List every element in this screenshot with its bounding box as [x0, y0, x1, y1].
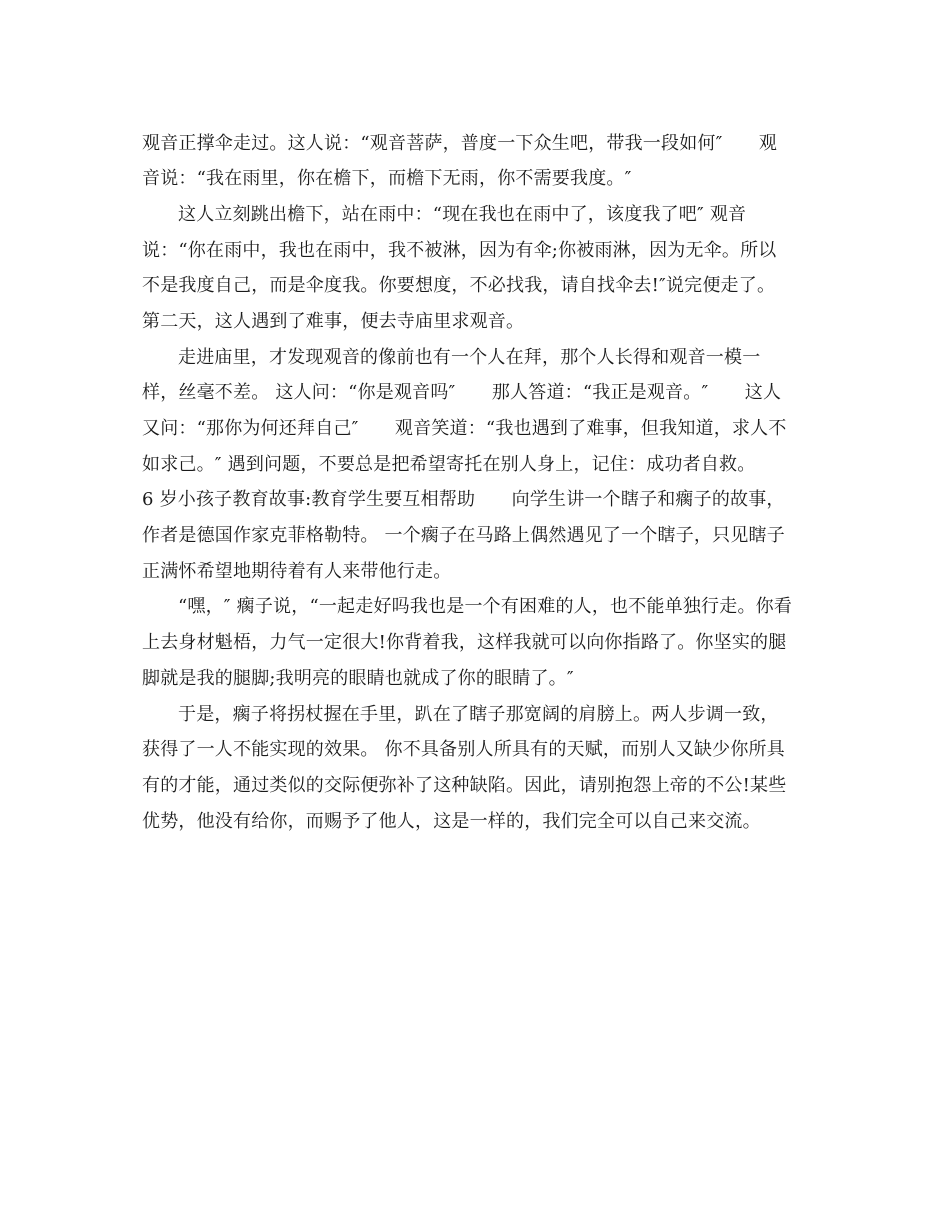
text-line: 作者是德国作家克菲格勒特。 一个瘸子在马路上偶然遇见了一个瞎子，只见瞎子: [142, 525, 785, 546]
text-line: 音说：“我在雨里，你在檐下，而檐下无雨，你不需要我度。″: [142, 168, 632, 189]
text-line: 6 岁小孩子教育故事:教育学生要互相帮助 向学生讲一个瞎子和瘸子的故事，: [142, 489, 785, 510]
text-line: 不是我度自己，而是伞度我。你要想度，不必找我，请自找伞去!″说完便走了。: [142, 275, 776, 296]
text-line: 如求己。″ 遇到问题，不要总是把希望寄托在别人身上，记住：成功者自救。: [142, 454, 756, 475]
text-line: 观音正撑伞走过。这人说：“观音菩萨，普度一下众生吧，带我一段如何″ 观: [142, 133, 778, 154]
text-line: 走进庙里，才发现观音的像前也有一个人在拜，那个人长得和观音一模一: [178, 347, 761, 368]
text-line: 于是，瘸子将拐杖握在手里，趴在了瞎子那宽阔的肩膀上。两人步调一致，: [178, 704, 779, 725]
text-line: 又问：“那你为何还拜自己″ 观音笑道：“我也遇到了难事，但我知道，求人不: [142, 418, 787, 439]
text-line: 说：“你在雨中，我也在雨中，我不被淋，因为有伞;你被雨淋，因为无伞。所以: [142, 240, 777, 261]
text-line: 上去身材魁梧，力气一定很大!你背着我，这样我就可以向你指路了。你坚实的腿: [142, 632, 787, 653]
text-line: 有的才能，通过类似的交际便弥补了这种缺陷。因此，请别抱怨上帝的不公!某些: [142, 775, 787, 796]
text-line: 第二天，这人遇到了难事，便去寺庙里求观音。: [142, 311, 525, 332]
text-line: 获得了一人不能实现的效果。 你不具备别人所具有的天赋，而别人又缺少你所具: [142, 739, 785, 760]
text-line: 这人立刻跳出檐下，站在雨中：“现在我也在雨中了，该度我了吧″ 观音: [178, 204, 747, 225]
text-line: “嘿，″ 瘸子说，“一起走好吗我也是一个有困难的人，也不能单独行走。你看: [178, 596, 793, 617]
text-line: 脚就是我的腿脚;我明亮的眼睛也就成了你的眼睛了。″: [142, 668, 574, 689]
text-line: 样，丝毫不差。 这人问：“你是观音吗″ 那人答道：“我正是观音。″ 这人: [142, 382, 782, 403]
text-line: 正满怀希望地期待着有人来带他行走。: [142, 561, 452, 582]
text-line: 优势，他没有给你，而赐予了他人，这是一样的，我们完全可以自己来交流。: [142, 811, 761, 832]
